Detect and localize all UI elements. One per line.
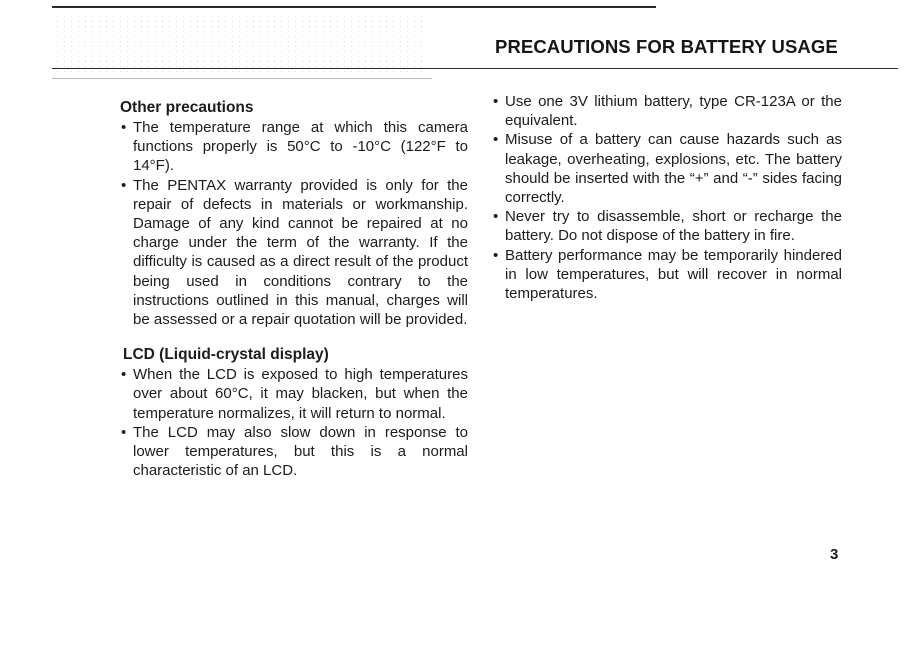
header-texture — [54, 14, 426, 74]
list-item: • The temperature range at which this camera functions properly is 50°C to -10°C (122°F to 14°F). — [120, 118, 468, 176]
lcd-heading: LCD (Liquid-crystal display) — [123, 346, 329, 364]
right-column — [492, 92, 842, 303]
other-precautions-list — [120, 118, 468, 329]
lcd-section — [120, 345, 468, 480]
other-precautions-section — [120, 98, 468, 329]
list-item: • When the LCD is exposed to high temperatures over about 60°C, it may blacken, but when the temperature normalizes, it will return to normal. — [120, 365, 468, 423]
header-rule-secondary — [52, 78, 432, 79]
list-item: • Misuse of a battery can cause hazards such as leakage, overheating, explosions, etc. The battery should be inserted with the “+” and “-” sides facing correctly. — [492, 130, 842, 207]
page-title: PRECAUTIONS FOR BATTERY USAGE — [495, 36, 838, 57]
lcd-list — [120, 365, 468, 480]
other-precautions-heading: Other precautions — [120, 99, 254, 116]
list-item: • Use one 3V lithium battery, type CR-123A or the equivalent. — [492, 92, 842, 130]
list-item: • Never try to disassemble, short or recharge the battery. Do not dispose of the battery in fire. — [492, 207, 842, 245]
battery-list — [492, 92, 842, 303]
page-number: 3 — [830, 546, 839, 563]
list-item: • Battery performance may be temporarily hindered in low temperatures, but will recover in normal temperatures. — [492, 246, 842, 304]
list-item: • The LCD may also slow down in response to lower temperatures, but this is a normal characteristic of an LCD. — [120, 423, 468, 481]
left-column — [120, 98, 468, 480]
top-rule — [52, 6, 656, 8]
header-rule — [52, 68, 898, 69]
list-item: • The PENTAX warranty provided is only for the repair of defects in materials or workmanship. Damage of any kind cannot be repaired at no charge under the term of the warranty. If the difficulty is caused as a direct result of the product being used in conditions contrary to the instructions outlined in this manual, charges will be assessed or a repair quotation will be provided. — [120, 176, 468, 330]
